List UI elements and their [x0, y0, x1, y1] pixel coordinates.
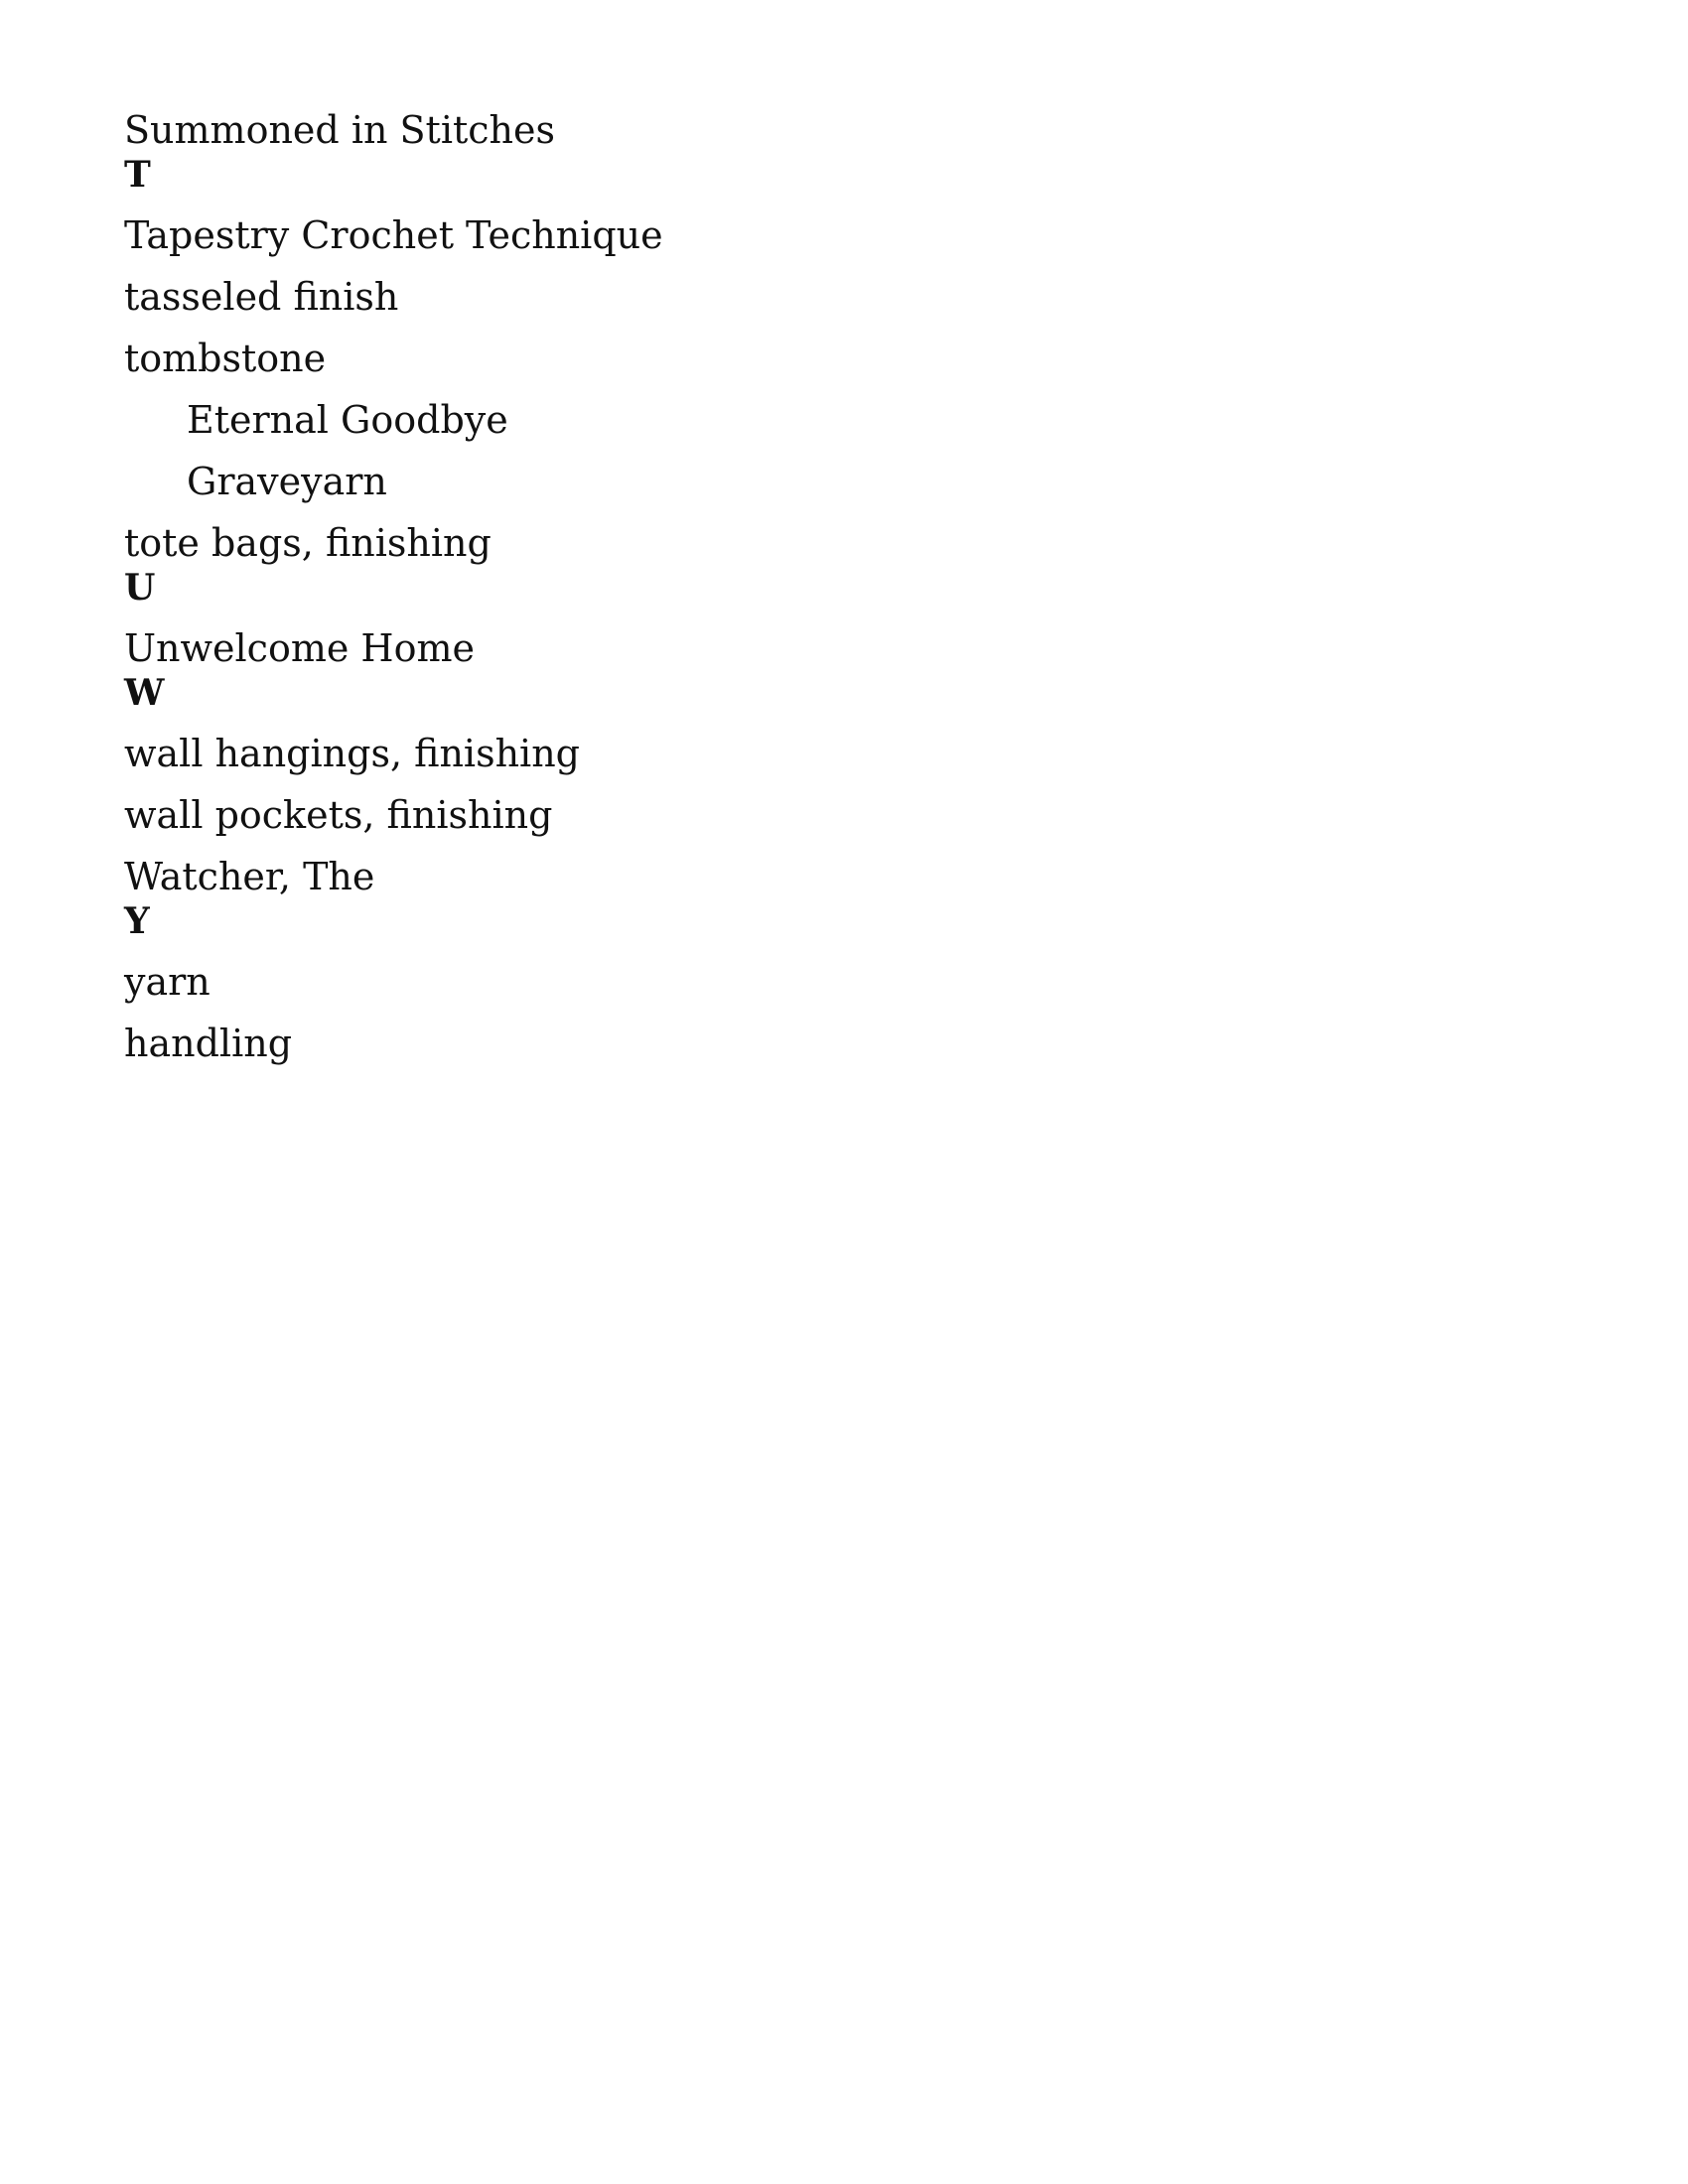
index-entry-unwelcome-home: Unwelcome Home [124, 626, 475, 670]
index-subentry-eternal-goodbye: Eternal Goodbye [187, 398, 508, 442]
index-list [124, 107, 1514, 1066]
index-entry-wall-hangings-finishing: wall hangings, finishing [124, 732, 581, 775]
index-entry-watcher-the: Watcher, The [124, 855, 375, 898]
index-letter-heading-y: Y [124, 900, 150, 942]
index-subentry-graveyarn: Graveyarn [187, 460, 387, 503]
index-entry-summoned-in-stitches: Summoned in Stitches [124, 108, 555, 152]
index-letter-heading-t: T [124, 154, 151, 196]
index-letter-heading-u: U [124, 567, 156, 609]
index-entry-tombstone: tombstone [124, 337, 327, 380]
index-entry-wall-pockets-finishing: wall pockets, finishing [124, 793, 553, 837]
index-entry-tasseled-finish: tasseled finish [124, 275, 399, 319]
index-letter-heading-w: W [124, 672, 165, 714]
index-entry-yarn: yarn [124, 960, 211, 1004]
index-entry-handling: handling [124, 1022, 293, 1065]
index-entry-tote-bags-finishing: tote bags, finishing [124, 521, 492, 565]
index-entry-tapestry-crochet-technique: Tapestry Crochet Technique [124, 213, 663, 257]
